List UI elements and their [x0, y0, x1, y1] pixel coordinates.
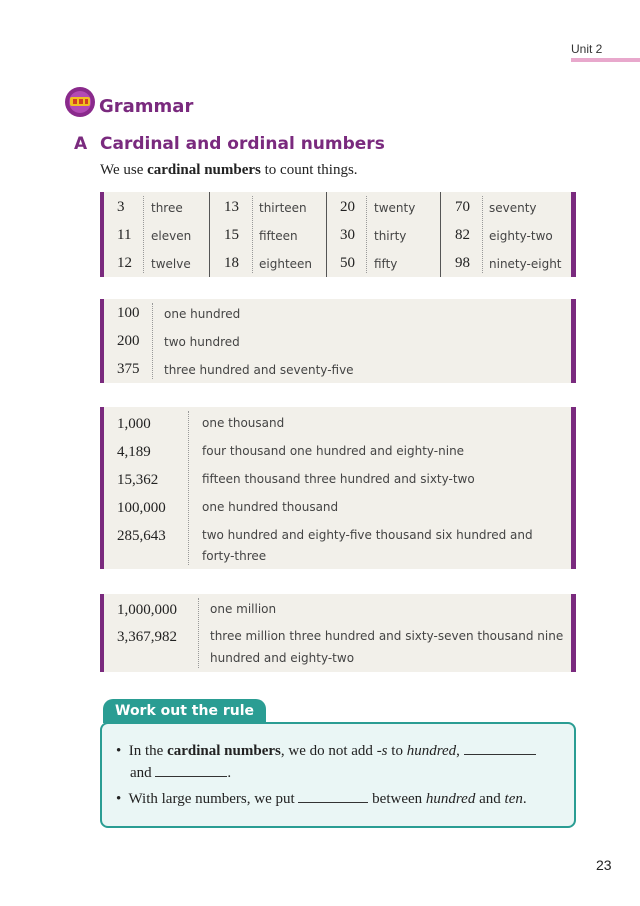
word-cell: thirty	[374, 229, 407, 243]
word-cell: fifty	[374, 257, 398, 271]
number-cell: 15,362	[117, 472, 159, 488]
word-cell: one hundred thousand	[202, 500, 339, 514]
answer-blank[interactable]	[298, 790, 368, 803]
number-cell: 70	[455, 199, 470, 215]
word-cell: four thousand one hundred and eighty-nine	[202, 444, 465, 458]
number-cell: 1,000,000	[117, 602, 177, 618]
word-cell: one million	[210, 602, 277, 616]
millions-table	[100, 594, 576, 672]
number-cell: 375	[117, 361, 140, 377]
rule-line-1: • In the cardinal numbers, we do not add -s to hundred,	[116, 742, 536, 760]
answer-blank[interactable]	[155, 764, 227, 777]
word-cell: twelve	[151, 257, 191, 271]
word-cell-continued: hundred and eighty-two	[210, 651, 355, 665]
word-cell: two hundred and eighty-five thousand six hundred and	[202, 528, 533, 542]
number-cell: 30	[340, 227, 355, 243]
word-cell: one thousand	[202, 416, 285, 430]
rule-tab-label: Work out the rule	[103, 699, 266, 723]
number-cell: 82	[455, 227, 470, 243]
word-cell: eleven	[151, 229, 192, 243]
number-cell: 15	[224, 227, 239, 243]
word-cell: three hundred and seventy-five	[164, 363, 354, 377]
number-cell: 11	[117, 227, 132, 243]
number-cell: 50	[340, 255, 355, 271]
unit-accent-bar	[571, 58, 640, 62]
thousands-table	[100, 407, 576, 569]
number-cell: 13	[224, 199, 239, 215]
page-number: 23	[596, 857, 612, 873]
word-cell: eighty-two	[489, 229, 553, 243]
grammar-badge-icon	[62, 86, 98, 118]
number-cell: 200	[117, 333, 140, 349]
word-cell: eighteen	[259, 257, 313, 271]
rule-box	[100, 722, 576, 828]
word-cell: thirteen	[259, 201, 307, 215]
word-cell: fifteen	[259, 229, 298, 243]
word-cell: seventy	[489, 201, 537, 215]
word-cell: ninety-eight	[489, 257, 562, 271]
word-cell: twenty	[374, 201, 416, 215]
section-letter: A	[74, 134, 88, 154]
number-cell: 12	[117, 255, 132, 271]
word-cell: fifteen thousand three hundred and sixty-two	[202, 472, 475, 486]
number-cell: 285,643	[117, 528, 166, 544]
word-cell-continued: forty-three	[202, 549, 267, 563]
number-cell: 18	[224, 255, 239, 271]
small-numbers-table	[100, 192, 576, 277]
number-cell: 98	[455, 255, 470, 271]
word-cell: three million three hundred and sixty-seven thousand nine	[210, 629, 564, 643]
grammar-heading: Grammar	[99, 96, 194, 117]
unit-label: Unit 2	[571, 42, 603, 56]
section-title: Cardinal and ordinal numbers	[100, 134, 385, 154]
rule-line-2: and .	[130, 765, 232, 781]
number-cell: 4,189	[117, 444, 151, 460]
number-cell: 20	[340, 199, 355, 215]
number-cell: 3,367,982	[117, 629, 177, 645]
word-cell: one hundred	[164, 307, 241, 321]
answer-blank[interactable]	[464, 742, 536, 755]
number-cell: 1,000	[117, 416, 151, 432]
number-cell: 3	[117, 199, 125, 215]
number-cell: 100	[117, 305, 140, 321]
intro-text: We use cardinal numbers to count things.	[100, 162, 358, 178]
word-cell: three	[151, 201, 183, 215]
number-cell: 100,000	[117, 500, 166, 516]
hundreds-table	[100, 299, 576, 383]
word-cell: two hundred	[164, 335, 240, 349]
rule-line-3: • With large numbers, we put between hundred and ten.	[116, 791, 527, 807]
